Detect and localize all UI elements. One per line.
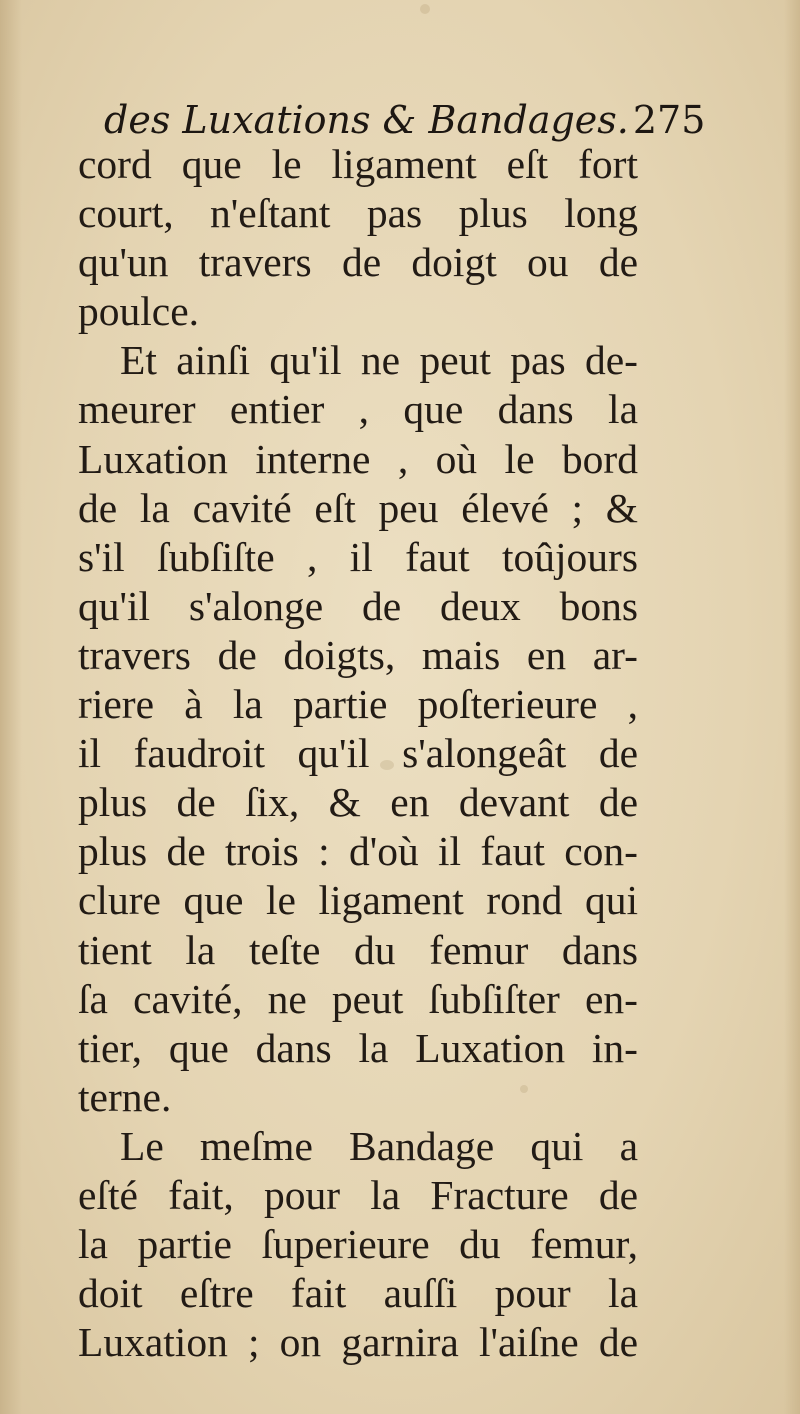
text-line: doit eſtre fait auſſi pour la — [78, 1270, 638, 1317]
text-line: eſté fait, pour la Fracture de — [78, 1171, 638, 1218]
foxing-spot — [420, 4, 430, 14]
text-line: travers de doigts, mais en ar- — [78, 631, 638, 678]
text-line: s'il ſubſiſte , il faut toûjours — [78, 533, 638, 580]
text-line: tient la teſte du femur dans — [78, 926, 638, 973]
text-line: de la cavité eſt peu élevé ; & — [78, 484, 638, 531]
body-text — [78, 140, 638, 1367]
text-line: la partie ſuperieure du femur, — [78, 1221, 638, 1268]
text-line: Luxation ; on garnira l'aiſne de — [78, 1319, 638, 1366]
text-line: plus de ſix, & en devant de — [78, 779, 638, 826]
text-line: terne. — [78, 1073, 172, 1120]
text-line: court, n'eſtant pas plus long — [78, 190, 638, 237]
text-line: Luxation interne , où le bord — [78, 435, 638, 482]
text-line: riere à la partie poſterieure , — [78, 681, 638, 728]
text-line: ſa cavité, ne peut ſubſiſter en- — [78, 975, 638, 1022]
text-line: plus de trois : d'où il faut con- — [78, 828, 638, 875]
text-line: il faudroit qu'il s'alongeât de — [78, 730, 638, 777]
text-line: cord que le ligament eſt fort — [78, 141, 638, 187]
text-line: poulce. — [78, 288, 199, 335]
text-line: tier, que dans la Luxation in- — [78, 1024, 638, 1071]
text-line: clure que le ligament rond qui — [78, 877, 638, 924]
text-line: qu'un travers de doigt ou de — [78, 239, 638, 286]
page-number: 275 — [632, 98, 706, 142]
text-line: meurer entier , que dans la — [78, 386, 638, 433]
text-line: Et ainſi qu'il ne peut pas de- — [120, 337, 638, 384]
text-line: Le meſme Bandage qui a — [120, 1122, 638, 1169]
text-line: qu'il s'alonge de deux bons — [78, 582, 638, 629]
running-title: des Luxations & Bandages. — [104, 98, 629, 142]
